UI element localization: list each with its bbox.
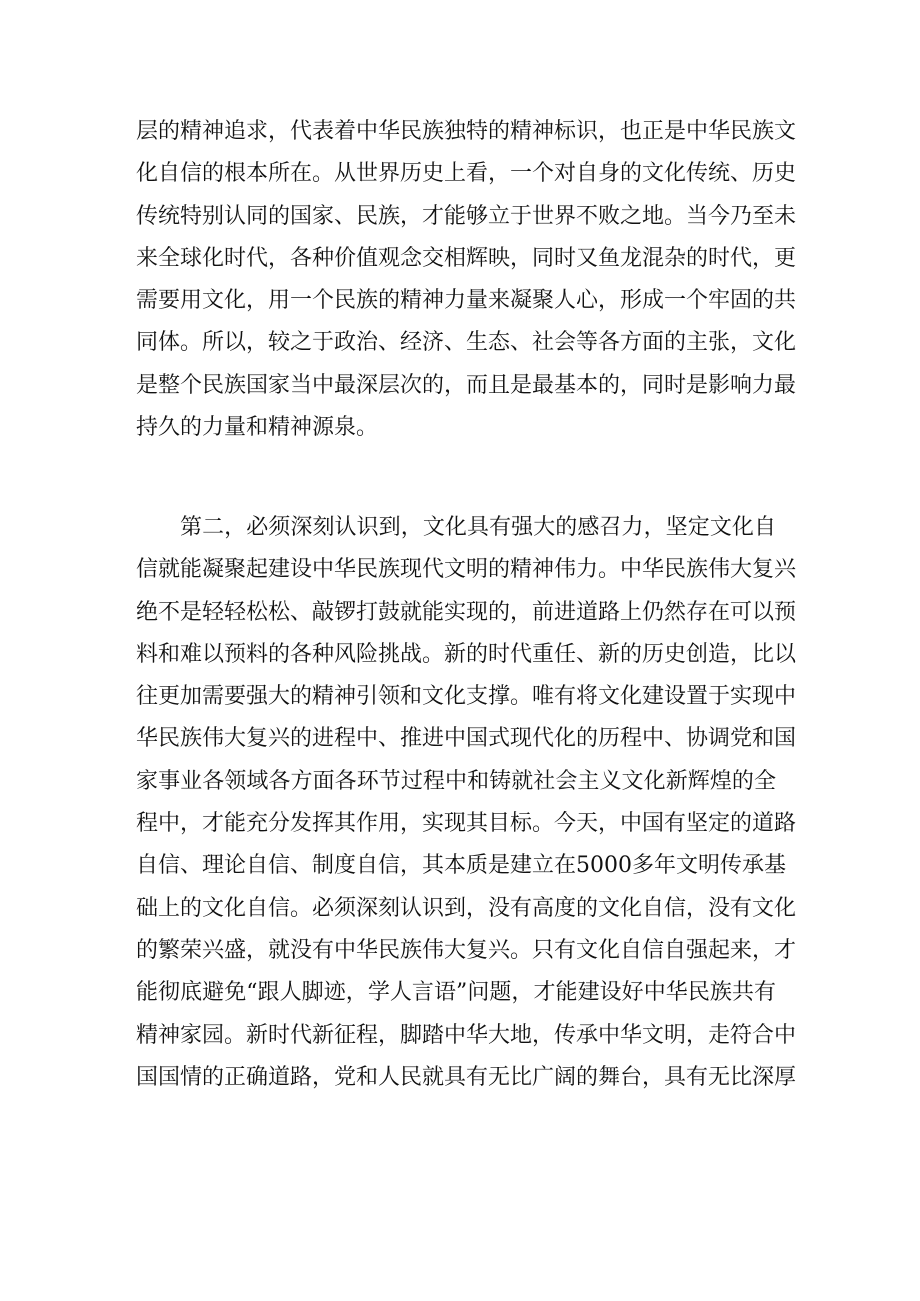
text-line: 家事业各领域各方面各环节过程中和铸就社会主义文化新辉煌的全 [136, 768, 776, 794]
text-line: 层的精神追求，代表着中华民族独特的精神标识，也正是中华民族文 [136, 119, 797, 144]
paragraph-2 [136, 507, 797, 1099]
text-line: 持久的力量和精神源泉。 [136, 415, 379, 441]
text-line: 化自信的根本所在。从世界历史上看，一个对自身的文化传统、历史 [136, 161, 797, 187]
text-line: 同体。所以，较之于政治、经济、生态、社会等各方面的主张，文化 [136, 330, 797, 356]
text-line: 础上的文化自信。必须深刻认识到，没有高度的文化自信，没有文化 [136, 895, 797, 921]
text-line: 料和难以预料的各种风险挑战。新的时代重任、新的历史创造，比以 [136, 641, 797, 667]
text-line: 往更加需要强大的精神引领和文化支撑。唯有将文化建设置于实现中 [136, 684, 797, 710]
paragraph-1 [136, 111, 797, 449]
text-line: 传统特别认同的国家、民族，才能够立于世界不败之地。当今乃至未 [136, 203, 797, 229]
text-line: 国国情的正确道路，党和人民就具有无比广阔的舞台，具有无比深厚 [136, 1064, 797, 1090]
text-line: 自信、理论自信、制度自信，其本质是建立在5000多年文明传承基 [136, 853, 786, 879]
text-line: 能彻底避免“跟人脚迹，学人言语”问题，才能建设好中华民族共有 [136, 980, 776, 1006]
text-line: 需要用文化，用一个民族的精神力量来凝聚人心，形成一个牢固的共 [136, 288, 797, 314]
text-line: 精神家园。新时代新征程，脚踏中华大地，传承中华文明，走符合中 [136, 1022, 797, 1048]
text-line: 是整个民族国家当中最深层次的，而且是最基本的，同时是影响力最 [136, 372, 797, 398]
text-line: 来全球化时代，各种价值观念交相辉映，同时又鱼龙混杂的时代，更 [136, 245, 797, 271]
text-line: 程中，才能充分发挥其作用，实现其目标。今天，中国有坚定的道路 [136, 811, 797, 837]
text-line: 第二，必须深刻认识到，文化具有强大的感召力，坚定文化自 [180, 515, 776, 540]
text-line: 信就能凝聚起建设中华民族现代文明的精神伟力。中华民族伟大复兴 [136, 557, 797, 583]
text-line: 华民族伟大复兴的进程中、推进中国式现代化的历程中、协调党和国 [136, 726, 797, 752]
text-line: 绝不是轻轻松松、敲锣打鼓就能实现的，前进道路上仍然存在可以预 [136, 599, 797, 625]
text-line: 的繁荣兴盛，就没有中华民族伟大复兴。只有文化自信自强起来，才 [136, 937, 797, 963]
